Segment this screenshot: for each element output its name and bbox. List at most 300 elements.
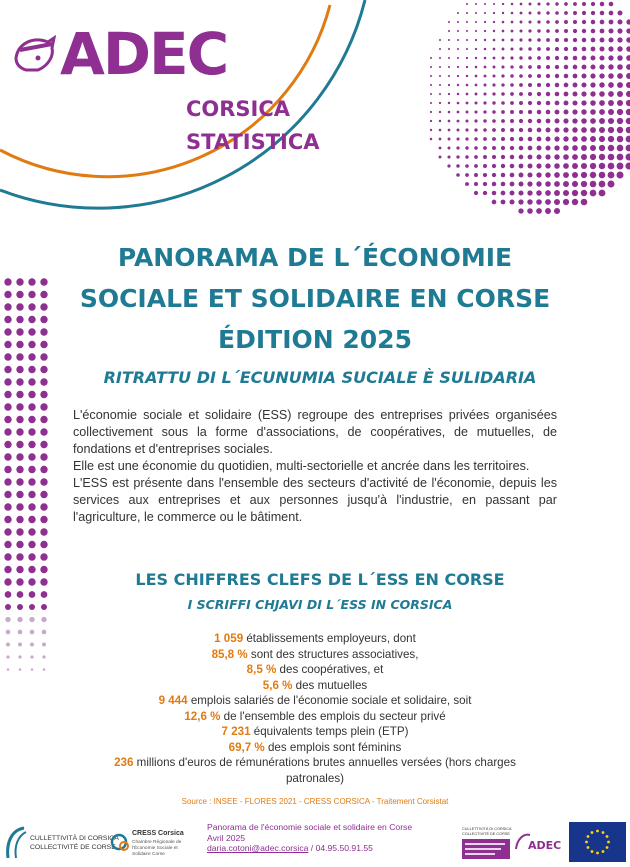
column-dot <box>7 668 10 671</box>
sphere-dot <box>520 3 523 6</box>
footer-phone: / 04.95.50.91.55 <box>308 843 373 853</box>
column-dot <box>41 617 46 622</box>
sphere-dot <box>492 191 497 196</box>
sphere-dot <box>483 182 487 186</box>
sphere-dot <box>492 155 496 159</box>
sphere-dot <box>581 109 586 114</box>
logo1-line2: COLLECTIVITÉ DE CORSE <box>30 844 116 851</box>
sphere-dot <box>466 3 468 5</box>
sphere-dot <box>545 145 550 150</box>
sphere-dot <box>608 37 613 42</box>
sphere-dot <box>546 119 551 124</box>
sphere-dot <box>483 173 487 177</box>
figure-line <box>90 678 540 694</box>
column-dot <box>16 291 23 298</box>
sphere-dot <box>608 73 614 79</box>
column-dot <box>16 378 23 385</box>
sphere-dot <box>457 12 459 14</box>
sphere-dot <box>502 12 504 14</box>
column-dot <box>16 578 23 585</box>
sphere-dot <box>590 73 595 78</box>
sphere-dot <box>617 37 622 42</box>
page-subtitle: RITRATTU DI L´ECUNUMIA SUCIALE È SULIDARIA <box>103 368 537 387</box>
sphere-dot <box>599 109 605 115</box>
sphere-dot <box>537 110 541 114</box>
sphere-dot <box>474 191 478 195</box>
sphere-dot <box>457 57 459 59</box>
sphere-dot <box>563 109 568 114</box>
sphere-dot <box>537 137 542 142</box>
sphere-dot <box>528 20 531 23</box>
sphere-dot <box>591 29 596 34</box>
sphere-dot <box>626 73 630 79</box>
sphere-dot <box>527 199 532 204</box>
column-dot <box>40 453 47 460</box>
sphere-dot <box>546 110 551 115</box>
sphere-dot <box>457 93 460 96</box>
column-dot <box>4 391 11 398</box>
sphere-dot <box>501 137 505 141</box>
sphere-dot <box>527 190 532 195</box>
brand-statistica: STATISTICA <box>186 130 320 154</box>
sphere-dot <box>581 172 587 178</box>
sphere-dot <box>572 118 577 123</box>
sphere-dot <box>537 128 542 133</box>
sphere-dot <box>599 154 605 160</box>
sphere-dot <box>572 172 578 178</box>
sphere-dot <box>448 120 451 123</box>
column-dot <box>16 478 23 485</box>
sphere-dot <box>475 3 477 5</box>
sphere-dot <box>572 136 578 142</box>
sphere-dot <box>573 83 578 88</box>
column-dot <box>40 353 47 360</box>
sphere-dot <box>617 91 623 97</box>
column-dot <box>30 655 33 658</box>
figure-value: 12,6 % <box>184 709 221 723</box>
sphere-dot <box>439 120 441 122</box>
sphere-dot <box>554 208 560 214</box>
sphere-dot <box>572 154 578 160</box>
sphere-dot <box>493 21 495 23</box>
sphere-dot <box>564 29 568 33</box>
sphere-dot <box>484 30 486 32</box>
sphere-dot <box>483 128 487 132</box>
footer-email-link[interactable]: daria.cotoni@adec.corsica <box>207 843 309 853</box>
sphere-dot <box>519 128 523 132</box>
sphere-dot <box>563 190 569 196</box>
sphere-dot <box>518 190 523 195</box>
sphere-dot <box>617 64 623 70</box>
sphere-dot <box>537 92 541 96</box>
sphere-dot <box>502 57 505 60</box>
sphere-dot <box>608 100 614 106</box>
figure-line <box>90 755 540 786</box>
sphere-dot <box>430 75 432 77</box>
sphere-dot <box>555 83 560 88</box>
sphere-dot <box>546 20 550 24</box>
sphere-dot <box>510 173 515 178</box>
sphere-dot <box>527 181 532 186</box>
sphere-dot <box>501 200 506 205</box>
sphere-dot <box>608 55 613 60</box>
sphere-dot <box>563 154 569 160</box>
sphere-dot <box>617 28 622 33</box>
sphere-dot <box>493 48 496 51</box>
sphere-dot <box>483 137 487 141</box>
sphere-dot <box>554 199 560 205</box>
sphere-dot <box>510 65 513 68</box>
sphere-dot <box>555 11 559 15</box>
sphere-dot <box>448 147 451 150</box>
sphere-dot <box>430 93 432 95</box>
sphere-dot <box>511 30 514 33</box>
sphere-dot <box>519 137 523 141</box>
sphere-dot <box>599 145 605 151</box>
column-dot <box>4 466 11 473</box>
footer-contact <box>207 843 457 854</box>
sphere-dot <box>448 102 450 104</box>
sphere-dot <box>511 3 514 6</box>
column-dot <box>4 416 11 423</box>
sphere-dot <box>590 145 596 151</box>
sphere-dot <box>564 38 568 42</box>
sphere-dot <box>474 173 478 177</box>
sphere-dot <box>599 136 605 142</box>
sphere-dot <box>475 48 477 50</box>
sphere-dot <box>466 102 469 105</box>
column-dot <box>16 528 23 535</box>
column-dot <box>16 441 23 448</box>
sphere-dot <box>510 92 514 96</box>
figure-line <box>90 631 540 647</box>
sphere-dot <box>510 47 513 50</box>
page-title-line1: PANORAMA DE L´ÉCONOMIE <box>117 243 513 272</box>
sphere-dot <box>492 83 495 86</box>
sphere-dot <box>439 102 441 104</box>
sphere-dot <box>573 38 577 42</box>
sphere-dot <box>519 47 522 50</box>
sphere-dot <box>564 47 568 51</box>
sphere-dot <box>608 118 614 124</box>
sphere-dot <box>484 3 486 5</box>
column-dot <box>4 278 11 285</box>
sphere-dot <box>501 92 504 95</box>
sphere-dot <box>617 118 623 124</box>
sphere-dot <box>591 2 595 6</box>
sphere-dot <box>448 21 450 23</box>
sphere-dot <box>573 74 578 79</box>
column-dot <box>16 366 23 373</box>
sphere-dot <box>519 173 524 178</box>
sphere-dot <box>572 190 578 196</box>
column-dot <box>40 578 47 585</box>
sphere-dot <box>510 146 514 150</box>
sphere-dot <box>591 56 596 61</box>
column-dot <box>40 416 47 423</box>
sphere-dot <box>608 82 614 88</box>
sphere-dot <box>466 84 469 87</box>
figure-value: 236 <box>114 756 134 769</box>
sphere-dot <box>608 163 615 170</box>
sphere-dot <box>439 57 441 59</box>
column-dot <box>28 491 35 498</box>
sphere-dot <box>554 145 559 150</box>
sphere-dot <box>626 136 630 143</box>
sphere-dot <box>590 154 596 160</box>
logo3-line2: COLLECTIVITÉ DE CORSE <box>462 832 510 836</box>
sphere-dot <box>510 191 515 196</box>
sphere-dot <box>493 3 495 5</box>
sphere-dot <box>448 129 451 132</box>
intro-paragraph-3: L'ESS est présente dans l'ensemble des secteurs d'activité de l'économie, depuis les services aux entreprises et aux personnes jusqu'à l'industrie, en passant par l'agriculture, le commerce ou le bâtiment. <box>73 476 557 524</box>
sphere-dot <box>466 30 468 32</box>
column-dot <box>28 416 35 423</box>
sphere-dot <box>573 11 577 15</box>
sphere-dot <box>511 12 514 15</box>
logo3-line1: CULLETTIVITÀ DI CORSICA <box>462 827 512 831</box>
column-dot <box>40 303 47 310</box>
sphere-dot <box>573 65 578 70</box>
sphere-dot <box>625 162 630 169</box>
sphere-dot <box>582 47 587 52</box>
column-dot <box>4 578 11 585</box>
sphere-dot <box>600 2 604 6</box>
sphere-dot <box>456 164 459 167</box>
sphere-dot <box>608 91 614 97</box>
cress-corsica-logo <box>110 826 196 860</box>
sphere-dot <box>609 2 614 7</box>
sphere-dot <box>609 29 614 34</box>
sphere-dot <box>590 181 597 188</box>
sphere-dot <box>545 199 551 205</box>
sphere-dot <box>582 74 587 79</box>
sphere-dot <box>519 29 522 32</box>
sphere-dot <box>537 38 541 42</box>
column-dot <box>16 428 23 435</box>
sphere-dot <box>439 93 441 95</box>
sphere-dot <box>466 21 468 23</box>
sphere-dot <box>599 163 606 170</box>
figure-value: 8,5 % <box>246 663 277 676</box>
sphere-dot <box>456 155 459 158</box>
column-dot <box>41 591 48 598</box>
column-dot <box>28 566 35 573</box>
sphere-dot <box>545 181 551 187</box>
column-dot <box>17 617 22 622</box>
logo2-name: CRESS Corsica <box>132 830 184 837</box>
sphere-dot <box>599 55 604 60</box>
column-dot <box>19 668 22 671</box>
sphere-dot <box>510 119 514 123</box>
column-dot <box>40 378 47 385</box>
sphere-dot <box>582 29 586 33</box>
sphere-dot <box>573 2 577 6</box>
sphere-dot <box>528 155 533 160</box>
column-dot <box>18 655 21 658</box>
sphere-dot <box>608 46 613 51</box>
sphere-dot <box>608 181 615 188</box>
sphere-dot <box>564 83 569 88</box>
sphere-dot <box>564 56 568 60</box>
sphere-dot <box>483 101 486 104</box>
sphere-dot <box>617 55 623 61</box>
collectivite-de-corse-logo <box>4 822 119 862</box>
sphere-dot <box>555 65 559 69</box>
sphere-dot <box>519 56 522 59</box>
sphere-dot <box>581 100 586 105</box>
sphere-dot <box>484 84 487 87</box>
sphere-dot <box>474 110 477 113</box>
sphere-dot <box>600 11 605 16</box>
sphere-dot <box>475 30 477 32</box>
sphere-dot <box>537 56 541 60</box>
sphere-dot <box>554 154 559 159</box>
sphere-dot <box>581 199 588 206</box>
sphere-dot <box>475 66 478 69</box>
sphere-dot <box>448 93 450 95</box>
sphere-dot <box>430 84 432 86</box>
eu-star <box>585 841 588 844</box>
eu-star <box>602 831 605 834</box>
sphere-dot <box>484 75 487 78</box>
column-dot <box>16 303 23 310</box>
sphere-dot <box>546 11 549 14</box>
page-title-line3: ÉDITION 2025 <box>218 325 412 354</box>
sphere-dot <box>546 56 550 60</box>
sphere-dot <box>448 48 450 50</box>
eu-star <box>606 835 609 838</box>
sphere-dot <box>608 127 614 133</box>
column-dot <box>29 604 35 610</box>
sphere-dot <box>554 163 560 169</box>
key-figures-list <box>90 631 540 786</box>
sphere-dot <box>536 163 541 168</box>
sphere-dot <box>600 29 605 34</box>
sphere-dot <box>572 127 577 132</box>
column-dot <box>42 630 47 635</box>
sphere-dot <box>528 146 533 151</box>
column-dot <box>4 553 11 560</box>
sphere-dot <box>475 102 478 105</box>
sphere-dot <box>537 29 540 32</box>
sphere-dot <box>608 154 615 161</box>
column-dot <box>16 403 23 410</box>
sphere-dot <box>617 145 624 152</box>
sphere-dot <box>626 64 630 70</box>
sphere-dot <box>492 110 496 114</box>
sphere-dot <box>439 48 441 50</box>
sphere-dot <box>483 191 487 195</box>
sphere-dot <box>590 91 595 96</box>
sphere-dot <box>519 101 523 105</box>
eu-star <box>602 850 605 853</box>
sphere-dot <box>466 111 469 114</box>
column-dot <box>28 553 35 560</box>
sphere-dot <box>519 65 523 69</box>
sphere-dot <box>590 64 595 69</box>
sphere-dot <box>474 182 478 186</box>
sphere-dot <box>581 91 586 96</box>
column-dot <box>4 378 11 385</box>
sphere-dot <box>591 20 595 24</box>
column-dot <box>28 328 35 335</box>
sphere-dot <box>457 84 459 86</box>
sphere-dot <box>626 28 630 33</box>
sphere-dot <box>448 138 451 141</box>
sphere-dot <box>439 138 442 141</box>
column-dot <box>40 441 47 448</box>
sphere-dot <box>519 164 524 169</box>
column-dot <box>40 478 47 485</box>
sphere-dot <box>582 2 586 6</box>
sphere-dot <box>546 92 550 96</box>
sphere-dot <box>439 84 441 86</box>
sphere-dot <box>590 163 596 169</box>
column-dot <box>28 291 35 298</box>
sphere-dot <box>502 21 505 24</box>
sphere-dot <box>591 11 595 15</box>
sphere-dot <box>511 39 514 42</box>
sphere-dot <box>563 172 569 178</box>
sphere-dot <box>581 127 587 133</box>
column-dot <box>6 655 9 658</box>
figure-text: des mutuelles <box>292 678 368 692</box>
sphere-dot <box>599 91 605 97</box>
column-dot <box>40 291 47 298</box>
column-dot <box>4 353 11 360</box>
eu-flag-icon <box>569 822 626 862</box>
sphere-dot <box>555 47 559 51</box>
sphere-dot <box>599 118 605 124</box>
sphere-dot <box>483 119 486 122</box>
column-dot <box>17 591 24 598</box>
sphere-dot <box>617 73 623 79</box>
sphere-dot <box>617 82 623 88</box>
eu-star <box>587 835 590 838</box>
sphere-dot <box>518 208 523 213</box>
sphere-dot <box>582 38 587 43</box>
sphere-dot <box>581 118 587 124</box>
sphere-dot <box>466 75 468 77</box>
sphere-dot <box>546 65 550 69</box>
sphere-dot <box>563 181 569 187</box>
sphere-dot <box>609 20 614 25</box>
column-dot <box>16 541 23 548</box>
sphere-dot <box>493 30 495 32</box>
adec-logo <box>8 20 248 94</box>
sphere-dot <box>430 111 432 113</box>
sphere-dot <box>537 74 541 78</box>
sphere-dot <box>501 182 506 187</box>
key-figures-title: LES CHIFFRES CLEFS DE L´ESS EN CORSE <box>135 570 505 589</box>
column-dot <box>28 541 35 548</box>
figure-text: équivalents temps plein (ETP) <box>250 725 409 738</box>
sphere-dot <box>430 120 432 122</box>
eu-star <box>596 830 599 833</box>
sphere-dot <box>510 101 514 105</box>
sphere-dot <box>554 190 560 196</box>
sphere-dot <box>456 146 459 149</box>
sphere-dot <box>590 127 596 133</box>
sphere-dot <box>430 138 433 141</box>
column-dot <box>16 453 23 460</box>
column-dot <box>40 491 47 498</box>
sphere-dot <box>617 100 623 106</box>
column-dot <box>18 630 23 635</box>
sphere-dot <box>599 46 604 51</box>
column-dot <box>4 428 11 435</box>
